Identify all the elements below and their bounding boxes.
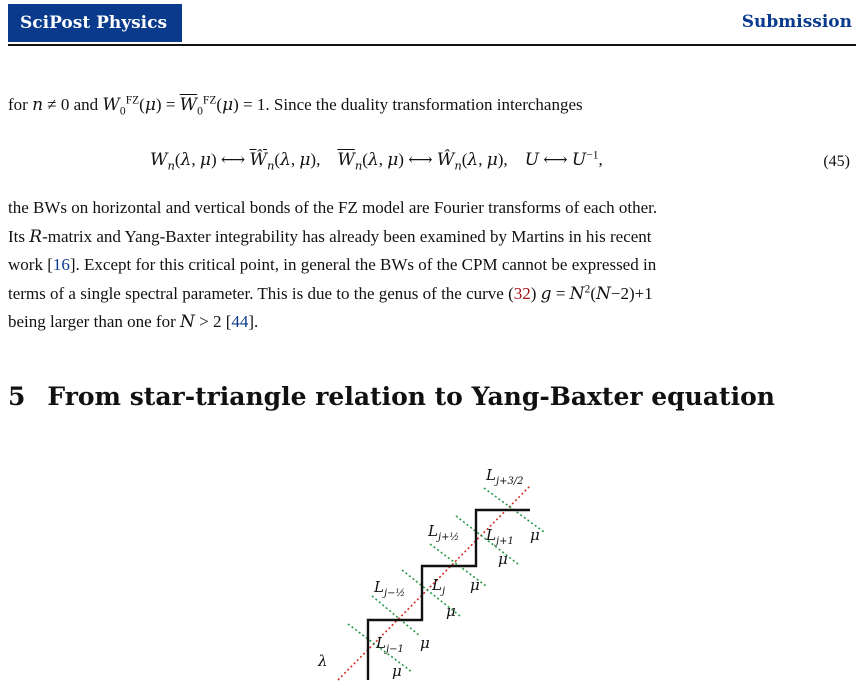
page-header	[0, 0, 864, 46]
equation-ref-32[interactable]: 32	[513, 283, 531, 303]
mu-line-2	[372, 596, 420, 636]
header-rule	[8, 44, 856, 46]
label-mu-2: μ	[392, 662, 402, 680]
equation-45: $W_n(\lambda$, μ) ⟷ $\overline{Ŵ}_n(\lambda$, μ), $\overline{W}_n(\lambda$, μ) ⟷ $Ŵ_n(\lambda$, μ), U ⟷ $U^{-1}$,	[150, 148, 603, 173]
figure-labels	[373, 466, 540, 680]
lambda-label: λ	[318, 652, 328, 670]
label-mu-1: μ	[420, 634, 430, 652]
label-mu-5: μ	[530, 526, 540, 544]
section-heading	[8, 382, 775, 411]
label-mu-6: μ	[498, 550, 508, 568]
label-mu-4: μ	[446, 602, 456, 620]
section-number: 5	[8, 382, 26, 411]
section-title: From star-triangle relation to Yang-Baxter equation	[47, 382, 775, 411]
citation-16[interactable]: 16	[52, 255, 70, 274]
label-L-j-minus-1: $L_{j-1}$	[376, 634, 404, 655]
label-L-j-plus-3-half: $L_{j+3/2}$	[486, 466, 524, 487]
body-paragraph: the BWs on horizontal and vertical bonds of the FZ model are Fourier transforms of each other. Its R-matrix and Yang-Baxter integrability has already been examined by Martins in his recent work [16]. Except for this critical point, in general the BWs of the CPM cannot be expressed in terms of a single spectral parameter. This is due to the genus of the curve (32) $g = N^2(N-2)+1$ being larger than one for N > 2 [44].	[8, 198, 658, 332]
staircase-figure	[0, 440, 864, 685]
text-line-1: for n ≠ 0 and $W_0^{FZ}(\mu) = \overline{W}_0^{FZ}(\mu) = 1$. Since the duality transformation interchanges	[8, 93, 583, 118]
citation-44[interactable]: 44	[231, 312, 249, 331]
journal-name: SciPost Physics	[8, 4, 182, 42]
label-mu-3: μ	[470, 576, 480, 594]
submission-status: Submission	[741, 12, 852, 32]
label-L-j: $L_j$	[432, 576, 446, 597]
equation-number: (45)	[823, 153, 850, 170]
label-L-j-plus-1: $L_{j+1}$	[486, 526, 514, 547]
label-L-j-minus-half: $L_{j-\frac{1}{2}}$	[374, 578, 406, 599]
label-L-j-plus-half: $L_{j+\frac{1}{2}}$	[428, 522, 460, 543]
